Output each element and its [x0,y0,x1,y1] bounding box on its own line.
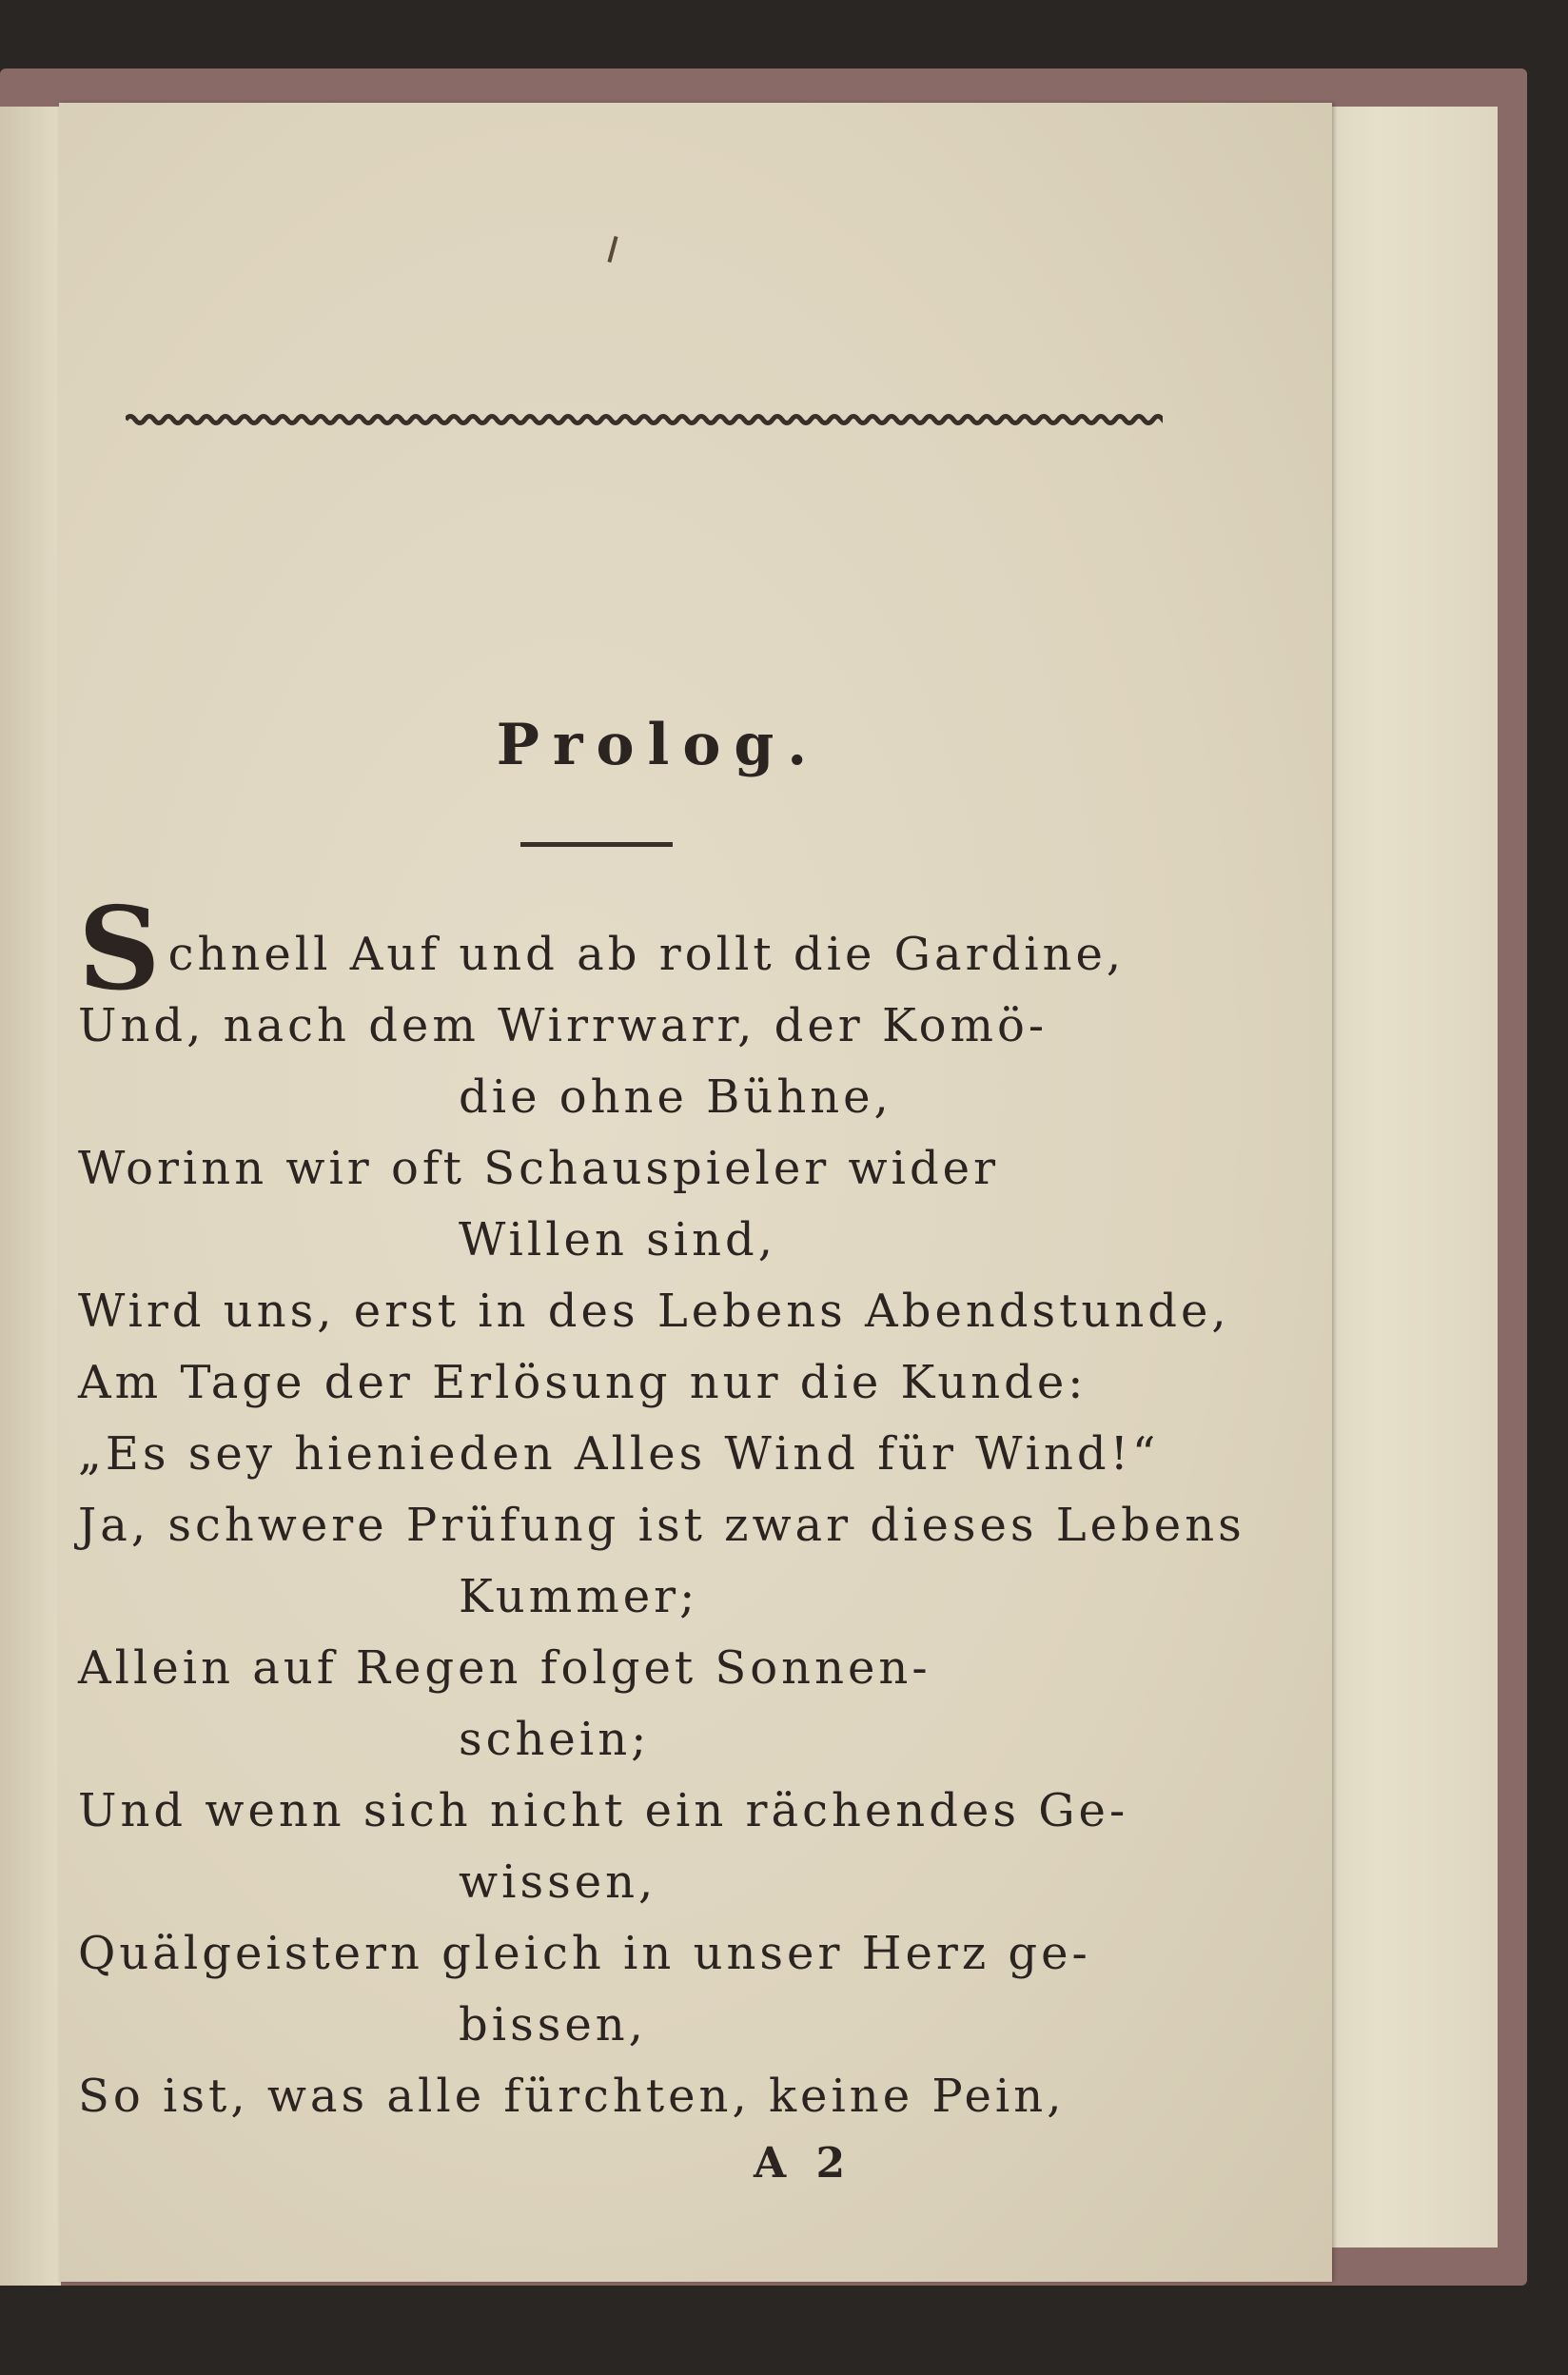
poem-line [78,882,1144,1016]
poem-line-text: die ohne Bühne, [459,1070,892,1124]
poem-line [78,2061,1144,2132]
drop-cap: S [78,882,165,1016]
poem-line [78,1347,1144,1419]
poem-text [78,882,1245,2132]
title-rule [520,842,673,847]
signature-mark: A 2 [754,2139,853,2188]
poem-line-text: chnell Auf und ab rollt die Gardine, [167,928,1126,981]
poem-line [78,1561,1144,1633]
poem-line [78,1133,1144,1205]
poem-line [78,1704,1144,1776]
poem-line-text: Ja, schwere Prüfung ist zwar dieses Lebens [78,1499,1245,1552]
page-title: Prolog. [496,712,821,778]
poem-line-text: „Es sey hienieden Alles Wind für Wind!“ [78,1427,1160,1481]
poem-line-text: bissen, [459,1998,647,2051]
poem-line-text: Und wenn sich nicht ein rächendes Ge- [78,1784,1129,1837]
poem-line [78,1990,1144,2061]
poem-line-text: Am Tage der Erlösung nur die Kunde: [78,1356,1088,1409]
ornamental-rule [126,409,1163,430]
ink-mark [607,236,617,263]
poem-line [78,1062,1144,1133]
poem-line-text: Worinn wir oft Schauspieler wider [78,1142,1000,1195]
book-page [59,103,1332,2282]
poem-line [78,1847,1144,1918]
poem-line-text: Und, nach dem Wirrwarr, der Komö- [78,999,1049,1052]
poem-line [78,1419,1160,1490]
poem-line-text: wissen, [459,1855,657,1909]
poem-line-text: Kummer; [459,1570,699,1623]
poem-line [78,1490,1245,1561]
poem-line [78,1633,1144,1704]
poem-line [78,991,1144,1062]
poem-line [78,1918,1144,1990]
poem-line-text: Allein auf Regen folget Sonnen- [78,1641,931,1695]
poem-line-text: schein; [459,1713,651,1766]
poem-line [78,1776,1144,1847]
poem-line-text: So ist, was alle fürchten, keine Pein, [78,2070,1066,2123]
previous-page-edge [0,107,61,2286]
poem-line-text: Wird uns, erst in des Lebens Abendstunde, [78,1285,1230,1338]
poem-line [78,1276,1230,1347]
poem-line-text: Quälgeistern gleich in unser Herz ge- [78,1927,1091,1980]
poem-line-text: Willen sind, [459,1213,777,1266]
poem-line [78,1205,1144,1276]
